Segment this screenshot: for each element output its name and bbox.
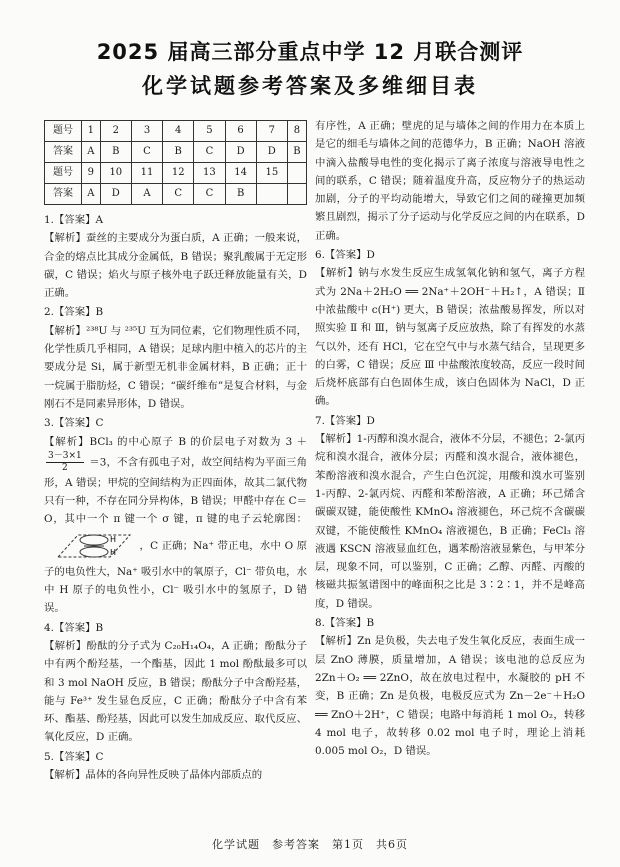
q3-text-b: ＝3，不含有孤电子对，故空间结构为平面三角形，A 错误；甲烷的空间结构为正四面体，故其二氯代物只有一种，不存在同分异构体，B 错误；甲醛中存在 C＝O，其中一个 π 键一个 σ 键，π 键的电子云轮廓图： [44, 456, 308, 526]
answer-table [44, 120, 307, 205]
table-cell: B [163, 142, 194, 163]
table-cell: 答案 [45, 184, 82, 205]
q2-answer: 2.【答案】B [44, 306, 104, 319]
table-cell: 1 [82, 121, 101, 142]
table-cell: 15 [256, 163, 287, 184]
right-column [315, 117, 585, 760]
pi-bond-orbital-icon [44, 529, 136, 563]
table-cell [287, 184, 306, 205]
table-cell: 7 [256, 121, 287, 142]
q3-text-c: ，C 正确；Na⁺ 带正电，水中 O 原子的电负性大，Na⁺ 吸引水中的氧原子，Cl⁻ 带负电，水中 H 原子的电负性小，Cl⁻ 吸引水中的氢原子，D 错误。 [44, 539, 307, 615]
table-cell: 8 [287, 121, 306, 142]
table-row [45, 163, 307, 184]
left-column [44, 120, 307, 784]
q6-answer: 6.【答案】D [315, 249, 375, 262]
q1-explanation: 【解析】蚕丝的主要成分为蛋白质，A 正确；一般来说，合金的熔点比其成分金属低，B 错误；聚乳酸属于无定形碳，C 错误；焰火与原子核外电子跃迁释放能量有关，D 正确。 [44, 232, 307, 300]
table-cell: A [82, 184, 101, 205]
table-cell: 4 [163, 121, 194, 142]
svg-text:H: H [110, 547, 117, 557]
q3-fraction [46, 451, 84, 474]
table-cell: 2 [100, 121, 131, 142]
table-cell: 答案 [45, 142, 82, 163]
table-cell: C [163, 184, 194, 205]
page-title: 2025 届高三部分重点中学 12 月联合测评 [96, 40, 524, 64]
table-cell: 9 [82, 163, 101, 184]
table-cell: 5 [194, 121, 225, 142]
q3-explanation: 【解析】BCl₃ 的中心原子 B 的价层电子对数为 3 ＋ $\frac{3-3\times 1}{2}$ ＝3，不含有孤电子对，故空间结构为平面三角形，A 错误；甲烷的空间结构为正四面体，故其二氯代物只有一种，不存在同分异构体，B 错误；甲醛中存在 C＝O，其中一个 π 键一个 σ 键，π 键的电子云轮廓图： H H ，C 正确；Na⁺ 带正电，水中 O 原子的电负性大，Na⁺ 吸引水中的氧原子，Cl⁻ 带负电，水中 H 原子的电负性小，Cl⁻ 吸引水中的氢原子，D 错误。 [44, 435, 308, 615]
table-cell: B [225, 184, 256, 205]
q5-answer: 5.【答案】C [44, 750, 104, 763]
table-row [45, 121, 307, 142]
table-cell: D [225, 142, 256, 163]
page-subtitle: 化学试题参考答案及多维细目表 [142, 74, 478, 98]
q8-explanation: 【解析】Zn 是负极，失去电子发生氧化反应，表面生成一层 ZnO 薄膜，质量增加，A 错误；该电池的总反应为 2Zn＋O₂ ══ 2ZnO，故在放电过程中，水凝胶的 pH 不变，B 正确；Zn 是负极，电极反应式为 Zn－2e⁻＋H₂O ══ ZnO＋2H⁺，C 错误；电路中每消耗 1 mol O₂，转移 4 mol 电子，故转移 0.02 mol 电子时，理论上消耗 0.005 mol O₂，D 错误。 [315, 635, 585, 758]
q2-explanation: 【解析】²³⁸U 与 ²³⁵U 互为同位素，它们物理性质不同，化学性质几乎相同，A 错误；足球内胆中植入的芯片的主要成分是 Si，属于新型无机非金属材料，B 正确；正十一烷属于脂肪烃，C 错误；“碳纤维布”是复合材料，与金刚石不是同素异形体，D 错误。 [44, 324, 307, 410]
q6-explanation: 【解析】钠与水发生反应生成氢氧化钠和氢气，离子方程式为 2Na＋2H₂O ══ 2Na⁺＋2OH⁻＋H₂↑，A 错误；Ⅱ 中浓盐酸中 c(H⁺) 更大，B 错误；浓盐酸易挥发，所以对照实验 Ⅱ 和 Ⅲ，钠与氢离子反应放热，除了有挥发的水蒸气以外，还有 HCl，它在空气中与水蒸气结合，呈现更多的白雾，C 错误；反应 Ⅲ 中盐酸浓度较高，反应一段时间后烧杯底部有白色固体生成，该白色固体为 NaCl，D 正确。 [315, 267, 585, 408]
table-cell: A [82, 142, 101, 163]
q7-explanation: 【解析】1-丙醇和溴水混合，液体不分层，不褪色；2-氯丙烷和溴水混合，液体分层；丙醛和溴水混合，液体褪色，苯酚溶液和溴水混合，产生白色沉淀，用酸和溴水可鉴别 1-丙醇、2-氯丙烷、丙醛和苯酚溶液，A 正确；环己烯含碳碳双键，能使酸性 KMnO₄ 溶液褪色，环己烷不含碳碳双键，不能使酸性 KMnO₄ 溶液褪色，B 正确；FeCl₃ 溶液遇 KSCN 溶液显血红色，遇苯酚溶液显紫色，与甲苯分层，现象不同，可以鉴别，C 正确；乙醇、丙醛、丙酸的核磁共振氢谱图中的峰面积之比是 3∶2∶1，并不是峰高度，D 错误。 [315, 433, 585, 610]
table-cell: 题号 [45, 121, 82, 142]
table-cell: 11 [131, 163, 162, 184]
q8-answer: 8.【答案】B [315, 617, 375, 630]
fraction-numerator: 3－3×1 [48, 450, 82, 461]
table-cell: B [287, 142, 306, 163]
q5-explanation: 【解析】晶体的各向异性反映了晶体内部质点的 [44, 769, 263, 782]
table-cell: B [100, 142, 131, 163]
svg-text:H: H [110, 534, 117, 544]
table-cell: 题号 [45, 163, 82, 184]
q3-text-a: 【解析】BCl₃ 的中心原子 B 的价层电子对数为 3 [44, 435, 293, 448]
table-cell: 6 [225, 121, 256, 142]
table-cell: D [100, 184, 131, 205]
table-cell: 14 [225, 163, 256, 184]
table-cell: 3 [131, 121, 162, 142]
table-cell: 13 [194, 163, 225, 184]
page-footer: 化学试题 参考答案 第1页 共6页 [212, 838, 408, 851]
q4-answer: 4.【答案】B [44, 621, 104, 634]
table-cell: D [256, 142, 287, 163]
table-cell [256, 184, 287, 205]
table-cell: C [131, 142, 162, 163]
table-cell: C [194, 184, 225, 205]
fraction-denominator: 2 [62, 462, 68, 473]
q5-explanation-continued: 有序性，A 正确；壁虎的足与墙体之间的作用力在本质上是它的细毛与墙体之间的范德华力，B 正确；NaOH 溶液中滴入盐酸导电性的变化揭示了离子浓度与溶液导电性之间的联系，C 错误；随着温度升高，反应物分子的热运动加剧，分子的平均动能增大，导致它们之间的碰撞更加频繁且剧烈，揭示了分子运动与化学反应之间的内在联系，D 正确。 [315, 120, 585, 242]
q3-answer: 3.【答案】C [44, 417, 104, 430]
table-cell: 12 [163, 163, 194, 184]
q1-answer: 1.【答案】A [44, 214, 103, 226]
table-cell: C [194, 142, 225, 163]
table-cell: A [131, 184, 162, 205]
q4-explanation: 【解析】酚酞的分子式为 C₂₀H₁₄O₄，A 正确；酚酞分子中有两个酚羟基，一个酯基，因此 1 mol 酚酞最多可以和 3 mol NaOH 反应，B 错误；酚酞分子中含酚羟基，能与 Fe³⁺ 发生显色反应，C 正确；酚酞分子中含有苯环、酯基、酚羟基，因此可以发生加成反应、取代反应、氧化反应，D 正确。 [44, 639, 307, 744]
q7-answer: 7.【答案】D [315, 414, 375, 427]
table-row [45, 184, 307, 205]
table-row [45, 142, 307, 163]
table-cell: 10 [100, 163, 131, 184]
table-cell [287, 163, 306, 184]
